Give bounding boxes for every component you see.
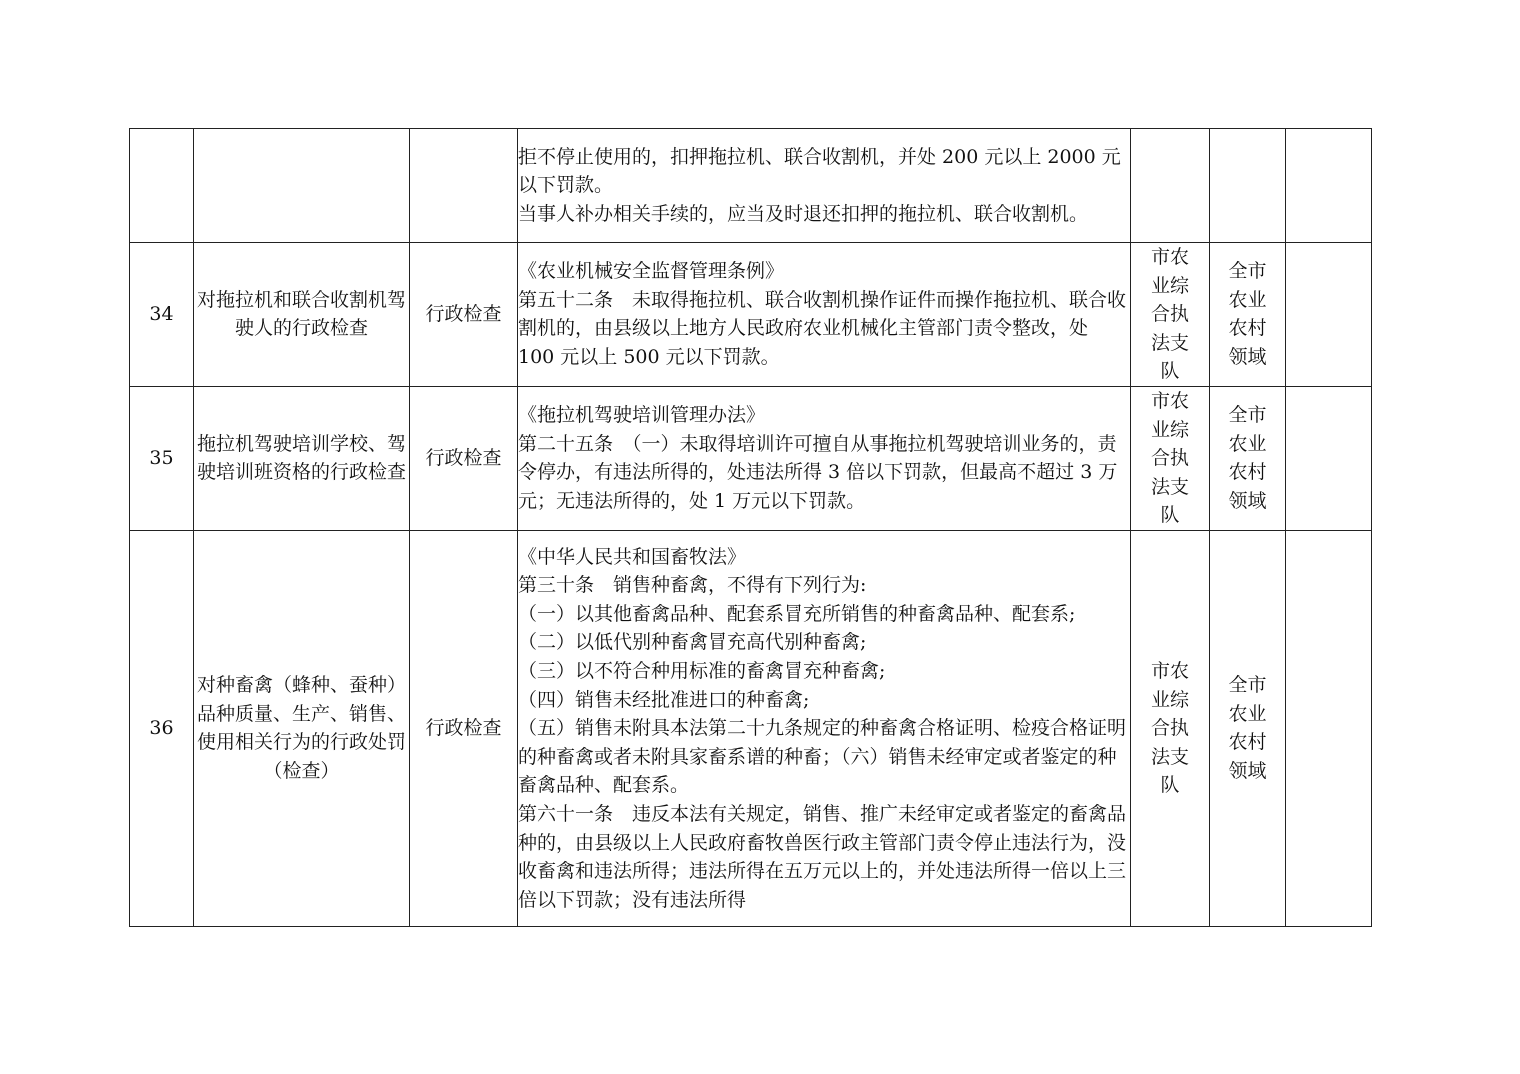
- legal-basis-cell: [518, 530, 1131, 926]
- enforcement-unit-cell: [1131, 530, 1210, 926]
- legal-basis-text: 第三十条 销售种畜禽，不得有下列行为:: [518, 574, 867, 597]
- item-name-cell: 拖拉机驾驶培训学校、驾驶培训班资格的行政检查: [194, 386, 410, 530]
- table-row: [130, 129, 1372, 243]
- remark-cell: [1286, 243, 1372, 387]
- legal-basis-cell: [518, 386, 1131, 530]
- regulation-table: [129, 128, 1372, 927]
- row-number-cell: [130, 129, 194, 243]
- legal-basis-text: （一）以其他畜禽品种、配套系冒充所销售的种畜禽品种、配套系;: [518, 602, 1076, 625]
- legal-basis-text: 《拖拉机驾驶培训管理办法》: [518, 404, 766, 427]
- legal-basis-text: （三）以不符合种用标准的畜禽冒充种畜禽;: [518, 659, 886, 682]
- table-row: [130, 530, 1372, 926]
- legal-basis-text: 第五十二条 未取得拖拉机、联合收割机操作证件而操作拖拉机、联合收割机的，由县级以上地方人民政府农业机械化主管部门责令整改，处 100 元以上 500 元以下罚款。: [518, 288, 1127, 369]
- legal-basis-text: 《农业机械安全监督管理条例》: [518, 260, 785, 283]
- item-name-cell: 对种畜禽（蜂种、蚕种）品种质量、生产、销售、使用相关行为的行政处罚（检查）: [194, 530, 410, 926]
- legal-basis-cell: [518, 129, 1131, 243]
- enforcement-unit-text: 市农业综合执法支队: [1150, 246, 1189, 383]
- row-number-cell: 34: [130, 243, 194, 387]
- remark-cell: [1286, 386, 1372, 530]
- scope-text: 全市农业农村领域: [1228, 404, 1267, 513]
- enforcement-unit-text: 市农业综合执法支队: [1150, 389, 1189, 527]
- scope-cell: [1210, 243, 1286, 387]
- scope-cell: [1210, 129, 1286, 243]
- legal-basis-text: 第六十一条 违反本法有关规定，销售、推广未经审定或者鉴定的畜禽品种的，由县级以上人民政府畜牧兽医行政主管部门责令停止违法行为，没收畜禽和违法所得；违法所得在五万元以上的，并处违法所得一倍以上三倍以下罚款；没有违法所得: [518, 802, 1127, 911]
- category-cell: [410, 129, 518, 243]
- scope-cell: [1210, 386, 1286, 530]
- scope-text: 全市农业农村领域: [1228, 674, 1267, 783]
- table-row: [130, 386, 1372, 530]
- enforcement-unit-cell: [1131, 243, 1210, 387]
- legal-basis-text: 第二十五条 （一）未取得培训许可擅自从事拖拉机驾驶培训业务的，责令停办，有违法所得的，处违法所得 3 倍以下罚款，但最高不超过 3 万元；无违法所得的，处 1 万元以下罚款。: [518, 432, 1118, 513]
- category-cell: 行政检查: [410, 243, 518, 387]
- enforcement-unit-cell: [1131, 386, 1210, 530]
- category-cell: 行政检查: [410, 530, 518, 926]
- legal-basis-text: 拒不停止使用的，扣押拖拉机、联合收割机，并处 200 元以上 2000 元以下罚款。: [518, 145, 1121, 197]
- row-number-cell: 35: [130, 386, 194, 530]
- enforcement-unit-text: 市农业综合执法支队: [1150, 659, 1189, 797]
- legal-basis-text: （四）销售未经批准进口的种畜禽;: [518, 688, 810, 711]
- legal-basis-text: （二）以低代别种畜禽冒充高代别种畜禽;: [518, 631, 867, 654]
- remark-cell: [1286, 530, 1372, 926]
- scope-cell: [1210, 530, 1286, 926]
- enforcement-unit-cell: [1131, 129, 1210, 243]
- legal-basis-cell: [518, 243, 1131, 387]
- legal-basis-text: 当事人补办相关手续的，应当及时退还扣押的拖拉机、联合收割机。: [518, 202, 1089, 225]
- row-number-cell: 36: [130, 530, 194, 926]
- remark-cell: [1286, 129, 1372, 243]
- legal-basis-text: 《中华人民共和国畜牧法》: [518, 545, 747, 568]
- item-name-cell: 对拖拉机和联合收割机驾驶人的行政检查: [194, 243, 410, 387]
- item-name-cell: [194, 129, 410, 243]
- legal-basis-text: （五）销售未附具本法第二十九条规定的种畜禽合格证明、检疫合格证明的种畜禽或者未附具家畜系谱的种畜；（六）销售未经审定或者鉴定的种畜禽品种、配套系。: [518, 717, 1127, 797]
- table-row: [130, 243, 1372, 387]
- scope-text: 全市农业农村领域: [1228, 260, 1267, 369]
- category-cell: 行政检查: [410, 386, 518, 530]
